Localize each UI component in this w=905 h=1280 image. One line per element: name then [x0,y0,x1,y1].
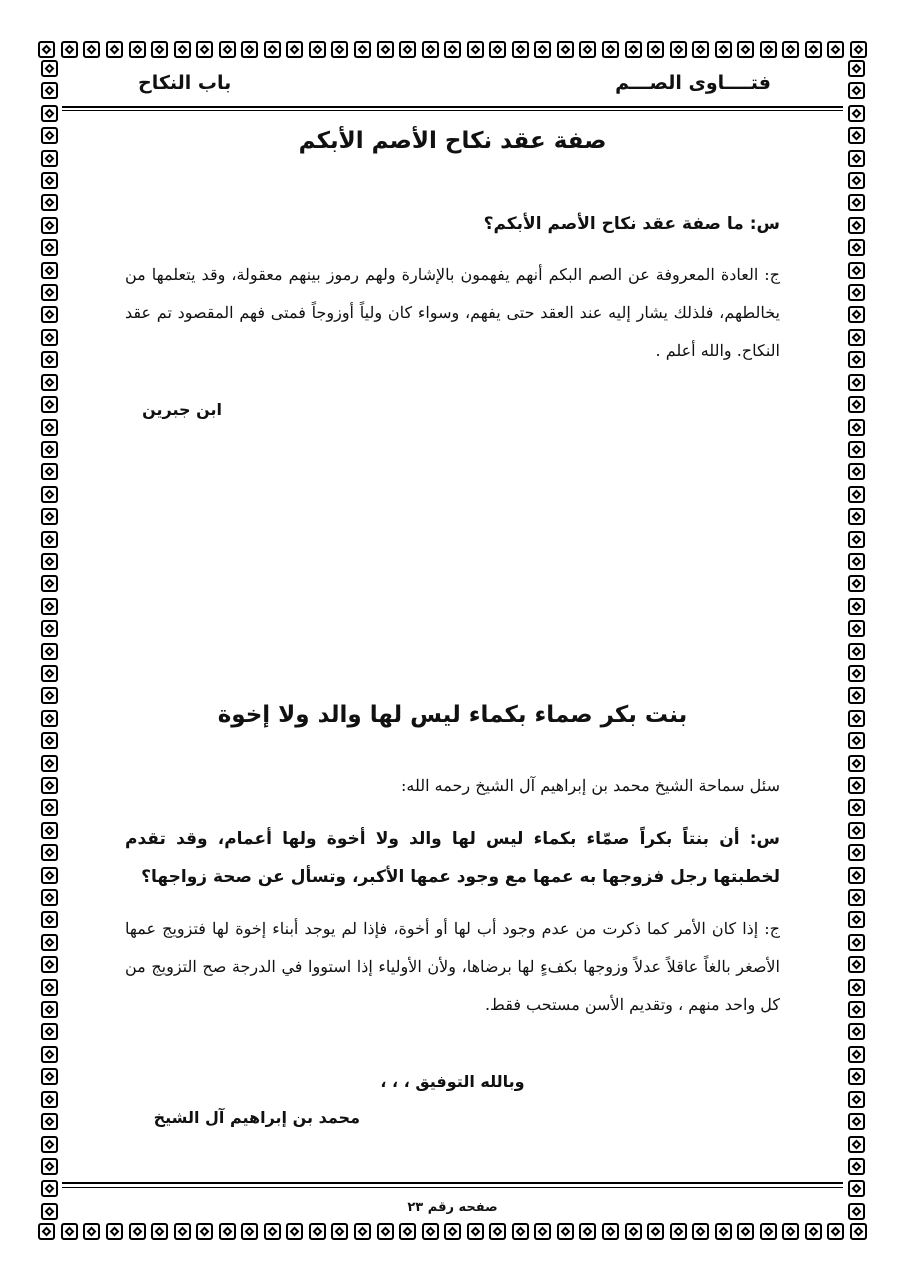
border-ornament-icon [41,419,58,436]
border-ornament-icon [602,1223,619,1240]
border-ornament-icon [848,844,865,861]
border-ornament-icon [848,710,865,727]
border-ornament-icon [848,867,865,884]
border-ornament-icon [848,934,865,951]
border-ornament-icon [41,620,58,637]
answer-2: ج: إذا كان الأمر كما ذكرت من عدم وجود أب لها أو أخوة، فإذا لم يوجد أبناء إخوة لها فتزويج عمها الأصغر بالغاً عاقلاً عدلاً وزوجها بكفءٍ لها برضاها، ولأن الأولياء إذا استووا في الدرجة صح التزويج من كل واحد منهم ، وتقديم الأسن مستحب فقط. [125,919,780,1014]
book-title: فتــــاوى الصـــم [615,72,771,94]
border-ornament-icon [41,486,58,503]
border-ornament-icon [41,262,58,279]
border-ornament-icon [41,127,58,144]
border-ornament-icon [692,1223,709,1240]
border-ornament-icon [38,1223,55,1240]
border-ornament-icon [715,1223,732,1240]
border-ornament-icon [848,1158,865,1175]
border-ornament-icon [827,41,844,58]
page-number: صفحه رقم ٢٣ [407,1200,498,1215]
border-ornament-icon [848,643,865,660]
border-ornament-icon [38,41,55,58]
border-ornament-icon [760,41,777,58]
border-ornament-icon [579,41,596,58]
border-ornament-icon [715,41,732,58]
border-ornament-icon [848,889,865,906]
border-ornament-icon [174,41,191,58]
border-ornament-icon [41,889,58,906]
border-ornament-icon [41,687,58,704]
border-ornament-icon [174,1223,191,1240]
border-ornament-icon [422,1223,439,1240]
border-ornament-icon [41,306,58,323]
border-ornament-icon [848,531,865,548]
border-ornament-icon [579,1223,596,1240]
border-ornament-icon [850,1223,867,1240]
border-ornament-icon [41,799,58,816]
border-ornament-icon [196,1223,213,1240]
border-ornament-icon [848,60,865,77]
border-ornament-icon [850,41,867,58]
border-ornament-icon [354,41,371,58]
border-ornament-icon [805,1223,822,1240]
border-ornament-icon [848,351,865,368]
border-ornament-icon [41,82,58,99]
border-ornament-icon [848,486,865,503]
header-rule [62,106,843,108]
border-ornament-icon [737,41,754,58]
border-ornament-icon [151,1223,168,1240]
section-1-title: صفة عقد نكاح الأصم الأبكم [298,128,607,154]
border-ornament-icon [61,1223,78,1240]
border-ornament-icon [286,1223,303,1240]
closing-phrase: وبالله التوفيق ، ، ، [380,1072,525,1091]
border-ornament-icon [848,732,865,749]
border-ornament-icon [41,374,58,391]
border-ornament-icon [848,329,865,346]
border-ornament-icon [512,41,529,58]
border-ornament-icon [61,41,78,58]
border-ornament-icon [422,41,439,58]
border-ornament-icon [41,239,58,256]
border-ornament-icon [670,1223,687,1240]
question-1: س: ما صفة عقد نكاح الأصم الأبكم؟ [483,214,780,234]
border-ornament-icon [848,262,865,279]
border-ornament-icon [196,41,213,58]
signature-1: ابن جبرين [142,400,222,419]
border-ornament-icon [848,396,865,413]
border-ornament-icon [41,396,58,413]
border-ornament-icon [848,306,865,323]
section-2-title: بنت بكر صماء بكماء ليس لها والد ولا إخوة [217,702,688,728]
border-top [38,38,867,60]
border-ornament-icon [848,799,865,816]
footer-rule-thin [62,1187,843,1188]
border-ornament-icon [827,1223,844,1240]
border-ornament-icon [782,1223,799,1240]
border-ornament-icon [399,41,416,58]
border-ornament-icon [848,217,865,234]
border-ornament-icon [83,1223,100,1240]
border-ornament-icon [848,508,865,525]
border-ornament-icon [848,822,865,839]
border-right [845,60,867,1220]
border-ornament-icon [848,979,865,996]
border-ornament-icon [444,1223,461,1240]
border-ornament-icon [41,665,58,682]
border-ornament-icon [647,41,664,58]
border-ornament-icon [848,1203,865,1220]
border-ornament-icon [241,1223,258,1240]
border-ornament-icon [41,1180,58,1197]
border-ornament-icon [848,419,865,436]
border-ornament-icon [41,710,58,727]
border-ornament-icon [41,1091,58,1108]
intro-2: سئل سماحة الشيخ محمد بن إبراهيم آل الشيخ رحمه الله: [401,776,780,795]
border-ornament-icon [41,755,58,772]
border-ornament-icon [557,1223,574,1240]
border-ornament-icon [848,911,865,928]
border-ornament-icon [41,1023,58,1040]
border-ornament-icon [41,531,58,548]
footer-rule [62,1182,843,1184]
border-ornament-icon [848,1001,865,1018]
border-ornament-icon [399,1223,416,1240]
section-2-question [125,820,780,896]
border-ornament-icon [467,41,484,58]
border-ornament-icon [41,867,58,884]
header-rule-thin [62,110,843,111]
border-ornament-icon [219,1223,236,1240]
border-ornament-icon [625,41,642,58]
border-ornament-icon [602,41,619,58]
border-ornament-icon [848,575,865,592]
border-ornament-icon [848,1023,865,1040]
border-ornament-icon [309,1223,326,1240]
border-ornament-icon [331,41,348,58]
border-ornament-icon [41,979,58,996]
border-ornament-icon [41,463,58,480]
border-ornament-icon [848,1046,865,1063]
border-ornament-icon [41,351,58,368]
border-ornament-icon [41,194,58,211]
border-ornament-icon [377,41,394,58]
border-ornament-icon [129,41,146,58]
border-ornament-icon [805,41,822,58]
answer-1: ج: العادة المعروفة عن الصم البكم أنهم يفهمون بالإشارة ولهم رموز بينهم معقولة، وقد يتعلمها من يخالطهم، فلذلك يشار إليه عند العقد حتى يفهم، وسواء كان ولياً أوزوجاً فمتى فهم المقصود تم عقد النكاح. والله أعلم . [125,265,780,360]
border-ornament-icon [41,1136,58,1153]
border-ornament-icon [41,553,58,570]
border-ornament-icon [41,1046,58,1063]
border-ornament-icon [848,956,865,973]
border-ornament-icon [848,127,865,144]
border-ornament-icon [534,41,551,58]
border-ornament-icon [848,105,865,122]
border-ornament-icon [489,1223,506,1240]
border-ornament-icon [848,777,865,794]
border-ornament-icon [848,598,865,615]
border-bottom [38,1220,867,1242]
border-ornament-icon [467,1223,484,1240]
border-ornament-icon [41,844,58,861]
question-2: س: أن بنتاً بكراً صمّاء بكماء ليس لها والد ولا أخوة ولها أعمام، وقد تقدم لخطبتها رجل فزوجها به عمها مع وجود عمها الأكبر، وتسأل عن صحة زواجها؟ [125,829,780,887]
border-ornament-icon [41,1203,58,1220]
border-ornament-icon [309,41,326,58]
border-ornament-icon [848,687,865,704]
border-ornament-icon [41,575,58,592]
border-ornament-icon [848,374,865,391]
border-ornament-icon [129,1223,146,1240]
page-header [62,70,843,106]
border-ornament-icon [41,1158,58,1175]
border-ornament-icon [848,1113,865,1130]
border-ornament-icon [151,41,168,58]
section-2 [125,702,780,728]
section-1-answer [125,256,780,370]
border-ornament-icon [41,441,58,458]
section-1 [125,128,780,154]
border-ornament-icon [512,1223,529,1240]
border-ornament-icon [219,41,236,58]
border-ornament-icon [848,755,865,772]
border-ornament-icon [241,41,258,58]
border-ornament-icon [41,217,58,234]
border-ornament-icon [444,41,461,58]
border-ornament-icon [848,284,865,301]
border-ornament-icon [41,956,58,973]
border-ornament-icon [354,1223,371,1240]
border-ornament-icon [647,1223,664,1240]
border-ornament-icon [848,1091,865,1108]
border-ornament-icon [760,1223,777,1240]
border-ornament-icon [848,1180,865,1197]
border-ornament-icon [692,41,709,58]
border-ornament-icon [264,1223,281,1240]
border-ornament-icon [848,150,865,167]
border-ornament-icon [41,934,58,951]
border-ornament-icon [41,329,58,346]
border-ornament-icon [557,41,574,58]
border-ornament-icon [106,1223,123,1240]
border-ornament-icon [41,732,58,749]
border-ornament-icon [737,1223,754,1240]
border-ornament-icon [848,441,865,458]
border-ornament-icon [848,620,865,637]
border-ornament-icon [670,41,687,58]
border-ornament-icon [106,41,123,58]
border-ornament-icon [41,777,58,794]
border-ornament-icon [848,82,865,99]
border-ornament-icon [41,60,58,77]
border-ornament-icon [848,239,865,256]
border-ornament-icon [848,1136,865,1153]
border-ornament-icon [41,508,58,525]
border-ornament-icon [848,463,865,480]
border-ornament-icon [41,911,58,928]
border-ornament-icon [41,105,58,122]
border-ornament-icon [41,1001,58,1018]
border-ornament-icon [41,822,58,839]
border-ornament-icon [625,1223,642,1240]
border-ornament-icon [848,194,865,211]
border-ornament-icon [264,41,281,58]
border-ornament-icon [41,172,58,189]
border-ornament-icon [848,553,865,570]
border-ornament-icon [83,41,100,58]
signature-2: محمد بن إبراهيم آل الشيخ [153,1108,360,1127]
section-2-answer [125,910,780,1024]
section-1-question [125,205,780,243]
border-ornament-icon [489,41,506,58]
border-ornament-icon [286,41,303,58]
border-ornament-icon [41,598,58,615]
section-2-intro [125,767,780,805]
border-left [38,60,60,1220]
border-ornament-icon [848,172,865,189]
border-ornament-icon [377,1223,394,1240]
border-ornament-icon [534,1223,551,1240]
border-ornament-icon [848,665,865,682]
chapter-title: باب النكاح [138,72,232,94]
border-ornament-icon [41,1113,58,1130]
border-ornament-icon [41,284,58,301]
border-ornament-icon [782,41,799,58]
border-ornament-icon [41,150,58,167]
border-ornament-icon [41,643,58,660]
border-ornament-icon [331,1223,348,1240]
